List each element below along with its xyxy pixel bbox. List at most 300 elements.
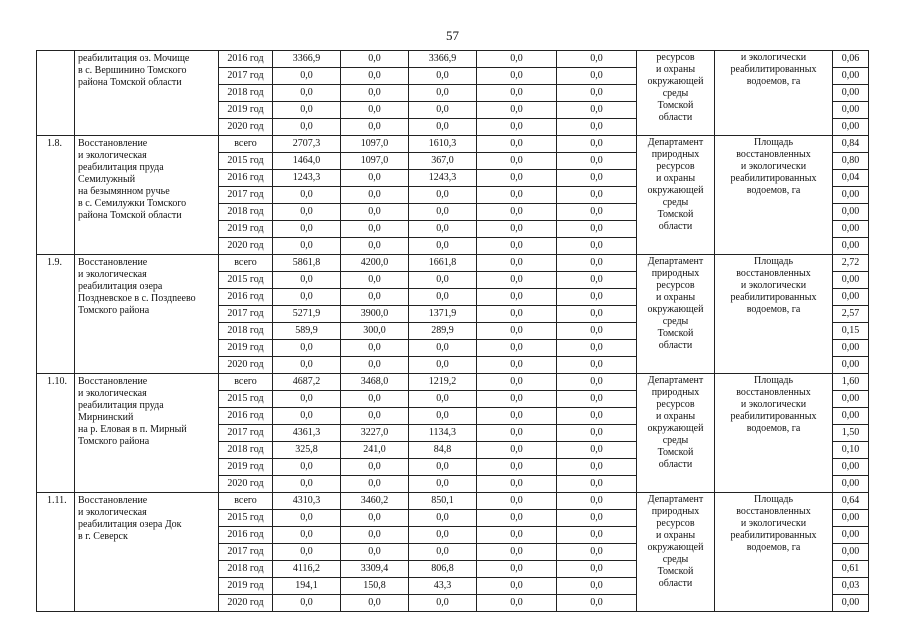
amount-cell: 0,0: [477, 476, 557, 493]
amount-cell: 0,0: [477, 255, 557, 272]
amount-cell: 0,0: [273, 476, 341, 493]
executor-line: ресурсов: [656, 280, 695, 291]
amount-cell: 0,0: [557, 442, 637, 459]
indicator-line: и экологически: [740, 280, 807, 291]
amount-cell: 0,0: [557, 221, 637, 238]
indicator-line: водоемов, га: [746, 185, 801, 196]
amount-cell: 0,0: [477, 442, 557, 459]
indicator-value-cell: 0,00: [833, 221, 869, 238]
indicator-cell: [715, 374, 833, 493]
period-cell: 2017 год: [219, 425, 273, 442]
period-cell: 2016 год: [219, 408, 273, 425]
indicator-value-cell: 0,00: [833, 527, 869, 544]
indicator-value-cell: 0,00: [833, 187, 869, 204]
indicator-line: и экологически: [740, 399, 807, 410]
program-table: [36, 50, 869, 612]
amount-cell: 0,0: [409, 544, 477, 561]
indicator-cell: [715, 51, 833, 136]
period-cell: 2019 год: [219, 340, 273, 357]
amount-cell: 0,0: [341, 187, 409, 204]
amount-cell: 0,0: [341, 357, 409, 374]
amount-cell: 0,0: [557, 306, 637, 323]
amount-cell: 0,0: [341, 408, 409, 425]
indicator-line: и экологически: [740, 52, 807, 63]
amount-cell: 0,0: [409, 187, 477, 204]
executor-line: среды: [662, 88, 689, 99]
amount-cell: 1610,3: [409, 136, 477, 153]
amount-cell: 0,0: [273, 221, 341, 238]
executor-cell: [637, 255, 715, 374]
amount-cell: 0,0: [557, 51, 637, 68]
executor-line: Департамент: [647, 137, 704, 148]
period-cell: 2016 год: [219, 527, 273, 544]
amount-cell: 0,0: [557, 408, 637, 425]
amount-cell: 0,0: [477, 425, 557, 442]
amount-cell: 0,0: [477, 408, 557, 425]
amount-cell: 0,0: [273, 289, 341, 306]
period-cell: 2020 год: [219, 119, 273, 136]
amount-cell: 0,0: [273, 272, 341, 289]
indicator-line: Площадь: [754, 137, 793, 148]
indicator-line: восстановленных: [736, 387, 811, 398]
amount-cell: 0,0: [557, 119, 637, 136]
period-cell: 2017 год: [219, 68, 273, 85]
measure-name-line: и экологическая: [78, 507, 147, 518]
period-cell: 2018 год: [219, 442, 273, 459]
executor-line: и охраны: [655, 292, 696, 303]
measure-name-line: и экологическая: [78, 269, 147, 280]
amount-cell: 0,0: [273, 102, 341, 119]
amount-cell: 3468,0: [341, 374, 409, 391]
period-cell: 2018 год: [219, 323, 273, 340]
indicator-value-cell: 0,06: [833, 51, 869, 68]
period-cell: всего: [219, 136, 273, 153]
period-cell: 2019 год: [219, 221, 273, 238]
amount-cell: 4687,2: [273, 374, 341, 391]
indicator-line: Площадь: [754, 256, 793, 267]
amount-cell: 0,0: [409, 476, 477, 493]
amount-cell: 0,0: [409, 391, 477, 408]
period-cell: 2015 год: [219, 391, 273, 408]
indicator-line: водоемов, га: [746, 304, 801, 315]
amount-cell: 0,0: [477, 119, 557, 136]
amount-cell: 1097,0: [341, 153, 409, 170]
amount-cell: 4116,2: [273, 561, 341, 578]
amount-cell: 0,0: [557, 578, 637, 595]
executor-line: ресурсов: [656, 399, 695, 410]
item-number-cell: 1.10.: [37, 374, 75, 493]
amount-cell: 0,0: [477, 340, 557, 357]
amount-cell: 0,0: [409, 459, 477, 476]
indicator-value-cell: 0,00: [833, 204, 869, 221]
indicator-value-cell: 0,00: [833, 391, 869, 408]
indicator-value-cell: 0,10: [833, 442, 869, 459]
period-cell: всего: [219, 255, 273, 272]
indicator-line: реабилитированных: [730, 292, 817, 303]
amount-cell: 806,8: [409, 561, 477, 578]
amount-cell: 367,0: [409, 153, 477, 170]
amount-cell: 0,0: [477, 170, 557, 187]
amount-cell: 0,0: [477, 493, 557, 510]
indicator-value-cell: 0,00: [833, 357, 869, 374]
amount-cell: 241,0: [341, 442, 409, 459]
amount-cell: 5271,9: [273, 306, 341, 323]
executor-line: ресурсов: [656, 518, 695, 529]
executor-line: области: [658, 459, 693, 470]
amount-cell: 0,0: [557, 187, 637, 204]
indicator-line: водоемов, га: [746, 76, 801, 87]
period-cell: 2017 год: [219, 544, 273, 561]
amount-cell: 0,0: [409, 85, 477, 102]
amount-cell: 0,0: [341, 204, 409, 221]
amount-cell: 0,0: [557, 357, 637, 374]
amount-cell: 3309,4: [341, 561, 409, 578]
table-row: [37, 493, 869, 510]
amount-cell: 0,0: [477, 68, 557, 85]
indicator-line: реабилитированных: [730, 64, 817, 75]
amount-cell: 0,0: [557, 493, 637, 510]
amount-cell: 0,0: [273, 391, 341, 408]
executor-line: области: [658, 221, 693, 232]
amount-cell: 0,0: [477, 238, 557, 255]
amount-cell: 0,0: [273, 527, 341, 544]
indicator-value-cell: 1,50: [833, 425, 869, 442]
period-cell: 2020 год: [219, 357, 273, 374]
amount-cell: 0,0: [409, 68, 477, 85]
indicator-value-cell: 0,00: [833, 238, 869, 255]
amount-cell: 0,0: [557, 136, 637, 153]
amount-cell: 1464,0: [273, 153, 341, 170]
amount-cell: 0,0: [557, 544, 637, 561]
indicator-line: водоемов, га: [746, 542, 801, 553]
amount-cell: 4361,3: [273, 425, 341, 442]
amount-cell: 0,0: [341, 459, 409, 476]
indicator-line: восстановленных: [736, 268, 811, 279]
amount-cell: 0,0: [477, 595, 557, 612]
amount-cell: 0,0: [341, 595, 409, 612]
table-row: [37, 136, 869, 153]
executor-line: Томской: [657, 328, 694, 339]
indicator-cell: [715, 136, 833, 255]
amount-cell: 150,8: [341, 578, 409, 595]
measure-name-line: Восстановление: [78, 257, 148, 268]
amount-cell: 0,0: [477, 459, 557, 476]
executor-line: и охраны: [655, 173, 696, 184]
period-cell: 2018 год: [219, 204, 273, 221]
executor-cell: [637, 493, 715, 612]
measure-name-line: в с. Семилужки Томского: [78, 198, 187, 209]
measure-name-line: Восстановление: [78, 138, 148, 149]
period-cell: всего: [219, 374, 273, 391]
indicator-value-cell: 2,72: [833, 255, 869, 272]
item-number-cell: 1.8.: [37, 136, 75, 255]
period-cell: 2020 год: [219, 595, 273, 612]
amount-cell: 0,0: [341, 170, 409, 187]
indicator-value-cell: 0,00: [833, 408, 869, 425]
amount-cell: 0,0: [273, 119, 341, 136]
indicator-line: реабилитированных: [730, 530, 817, 541]
indicator-value-cell: 0,00: [833, 68, 869, 85]
amount-cell: 0,0: [341, 476, 409, 493]
executor-line: природных: [651, 387, 700, 398]
amount-cell: 0,0: [557, 510, 637, 527]
executor-line: Томской: [657, 566, 694, 577]
amount-cell: 0,0: [557, 561, 637, 578]
executor-line: окружающей: [647, 423, 704, 434]
amount-cell: 0,0: [557, 459, 637, 476]
amount-cell: 4200,0: [341, 255, 409, 272]
executor-cell: [637, 51, 715, 136]
amount-cell: 0,0: [557, 204, 637, 221]
indicator-value-cell: 0,00: [833, 289, 869, 306]
measure-name-line: реабилитация оз. Мочище: [78, 53, 190, 64]
measure-name-line: Восстановление: [78, 376, 148, 387]
period-cell: 2019 год: [219, 459, 273, 476]
period-cell: 2020 год: [219, 238, 273, 255]
period-cell: всего: [219, 493, 273, 510]
indicator-value-cell: 0,15: [833, 323, 869, 340]
amount-cell: 0,0: [557, 238, 637, 255]
amount-cell: 0,0: [409, 119, 477, 136]
amount-cell: 3366,9: [273, 51, 341, 68]
measure-name-line: и экологическая: [78, 388, 147, 399]
amount-cell: 0,0: [273, 340, 341, 357]
executor-line: среды: [662, 435, 689, 446]
measure-name-line: реабилитация пруда: [78, 400, 164, 411]
executor-line: окружающей: [647, 185, 704, 196]
executor-line: области: [658, 340, 693, 351]
indicator-value-cell: 0,80: [833, 153, 869, 170]
amount-cell: 0,0: [341, 289, 409, 306]
amount-cell: 3227,0: [341, 425, 409, 442]
amount-cell: 0,0: [477, 510, 557, 527]
amount-cell: 0,0: [341, 527, 409, 544]
amount-cell: 0,0: [409, 238, 477, 255]
indicator-value-cell: 0,00: [833, 459, 869, 476]
amount-cell: 0,0: [477, 544, 557, 561]
amount-cell: 0,0: [409, 408, 477, 425]
amount-cell: 0,0: [477, 391, 557, 408]
measure-name-line: реабилитация озера Док: [78, 519, 182, 530]
amount-cell: 0,0: [477, 357, 557, 374]
amount-cell: 3900,0: [341, 306, 409, 323]
table-row: [37, 374, 869, 391]
executor-line: среды: [662, 316, 689, 327]
measure-name-line: реабилитация пруда: [78, 162, 164, 173]
item-number-cell: 1.11.: [37, 493, 75, 612]
amount-cell: 0,0: [273, 187, 341, 204]
amount-cell: 0,0: [557, 391, 637, 408]
indicator-value-cell: 0,61: [833, 561, 869, 578]
amount-cell: 0,0: [341, 238, 409, 255]
amount-cell: 1243,3: [273, 170, 341, 187]
measure-name-cell: [75, 374, 219, 493]
executor-line: окружающей: [647, 76, 704, 87]
amount-cell: 0,0: [273, 595, 341, 612]
amount-cell: 0,0: [557, 425, 637, 442]
amount-cell: 0,0: [477, 578, 557, 595]
amount-cell: 0,0: [557, 170, 637, 187]
amount-cell: 3460,2: [341, 493, 409, 510]
amount-cell: 0,0: [409, 510, 477, 527]
amount-cell: 0,0: [557, 68, 637, 85]
amount-cell: 0,0: [409, 272, 477, 289]
item-number-cell: [37, 51, 75, 136]
measure-name-cell: [75, 51, 219, 136]
amount-cell: 0,0: [557, 272, 637, 289]
executor-cell: [637, 136, 715, 255]
amount-cell: 0,0: [409, 204, 477, 221]
amount-cell: 0,0: [341, 340, 409, 357]
table-row: [37, 51, 869, 68]
amount-cell: 0,0: [409, 221, 477, 238]
indicator-line: и экологически: [740, 518, 807, 529]
period-cell: 2020 год: [219, 476, 273, 493]
indicator-value-cell: 0,64: [833, 493, 869, 510]
amount-cell: 0,0: [477, 153, 557, 170]
executor-line: окружающей: [647, 542, 704, 553]
executor-line: Департамент: [647, 256, 704, 267]
executor-line: области: [658, 112, 693, 123]
table-row: [37, 255, 869, 272]
amount-cell: 0,0: [341, 51, 409, 68]
indicator-value-cell: 1,60: [833, 374, 869, 391]
indicator-line: и экологически: [740, 161, 807, 172]
indicator-value-cell: 0,04: [833, 170, 869, 187]
amount-cell: 300,0: [341, 323, 409, 340]
executor-line: ресурсов: [656, 161, 695, 172]
amount-cell: 84,8: [409, 442, 477, 459]
amount-cell: 0,0: [477, 306, 557, 323]
amount-cell: 1219,2: [409, 374, 477, 391]
indicator-line: реабилитированных: [730, 411, 817, 422]
amount-cell: 0,0: [557, 323, 637, 340]
amount-cell: 0,0: [341, 68, 409, 85]
indicator-value-cell: 0,00: [833, 340, 869, 357]
executor-line: Департамент: [647, 494, 704, 505]
amount-cell: 0,0: [477, 374, 557, 391]
measure-name-cell: [75, 493, 219, 612]
amount-cell: 2707,3: [273, 136, 341, 153]
period-cell: 2016 год: [219, 170, 273, 187]
amount-cell: 0,0: [477, 51, 557, 68]
executor-line: окружающей: [647, 304, 704, 315]
amount-cell: 0,0: [557, 476, 637, 493]
indicator-cell: [715, 493, 833, 612]
amount-cell: 0,0: [409, 595, 477, 612]
executor-line: области: [658, 578, 693, 589]
amount-cell: 0,0: [273, 85, 341, 102]
measure-name-line: Мирнинский: [78, 412, 134, 423]
amount-cell: 1097,0: [341, 136, 409, 153]
measure-name-line: Поздневское в с. Поздneeво: [78, 293, 196, 304]
amount-cell: 0,0: [273, 459, 341, 476]
amount-cell: 0,0: [341, 510, 409, 527]
measure-name-line: Восстановление: [78, 495, 148, 506]
measure-name-line: и экологическая: [78, 150, 147, 161]
amount-cell: 0,0: [477, 204, 557, 221]
amount-cell: 1243,3: [409, 170, 477, 187]
amount-cell: 0,0: [273, 238, 341, 255]
amount-cell: 0,0: [477, 272, 557, 289]
indicator-value-cell: 0,00: [833, 119, 869, 136]
amount-cell: 0,0: [409, 289, 477, 306]
amount-cell: 0,0: [557, 102, 637, 119]
amount-cell: 289,9: [409, 323, 477, 340]
amount-cell: 0,0: [557, 595, 637, 612]
amount-cell: 0,0: [557, 374, 637, 391]
indicator-line: водоемов, га: [746, 423, 801, 434]
amount-cell: 1371,9: [409, 306, 477, 323]
period-cell: 2016 год: [219, 289, 273, 306]
measure-name-line: реабилитация озера: [78, 281, 163, 292]
amount-cell: 0,0: [477, 561, 557, 578]
period-cell: 2018 год: [219, 561, 273, 578]
amount-cell: 0,0: [477, 289, 557, 306]
amount-cell: 0,0: [341, 391, 409, 408]
executor-line: Томской: [657, 209, 694, 220]
amount-cell: 0,0: [341, 272, 409, 289]
amount-cell: 0,0: [273, 408, 341, 425]
measure-name-line: в г. Северск: [78, 531, 128, 542]
amount-cell: 0,0: [557, 153, 637, 170]
amount-cell: 0,0: [273, 544, 341, 561]
indicator-value-cell: 0,00: [833, 85, 869, 102]
amount-cell: 0,0: [341, 102, 409, 119]
indicator-value-cell: 0,00: [833, 595, 869, 612]
indicator-value-cell: 0,00: [833, 544, 869, 561]
amount-cell: 1661,8: [409, 255, 477, 272]
amount-cell: 0,0: [273, 510, 341, 527]
indicator-value-cell: 0,00: [833, 510, 869, 527]
executor-line: среды: [662, 197, 689, 208]
indicator-value-cell: 2,57: [833, 306, 869, 323]
period-cell: 2015 год: [219, 153, 273, 170]
amount-cell: 0,0: [341, 221, 409, 238]
measure-name-cell: [75, 136, 219, 255]
indicator-line: восстановленных: [736, 506, 811, 517]
amount-cell: 0,0: [557, 527, 637, 544]
measure-name-line: Томского района: [78, 305, 150, 316]
executor-cell: [637, 374, 715, 493]
amount-cell: 0,0: [477, 323, 557, 340]
amount-cell: 0,0: [557, 289, 637, 306]
amount-cell: 3366,9: [409, 51, 477, 68]
indicator-line: Площадь: [754, 375, 793, 386]
item-number-cell: 1.9.: [37, 255, 75, 374]
indicator-value-cell: 0,00: [833, 476, 869, 493]
executor-line: Томской: [657, 100, 694, 111]
amount-cell: 0,0: [409, 102, 477, 119]
period-cell: 2017 год: [219, 187, 273, 204]
amount-cell: 0,0: [273, 204, 341, 221]
measure-name-line: на р. Еловая в п. Мирный: [78, 424, 187, 435]
amount-cell: 0,0: [341, 85, 409, 102]
executor-line: природных: [651, 149, 700, 160]
amount-cell: 589,9: [273, 323, 341, 340]
period-cell: 2015 год: [219, 510, 273, 527]
amount-cell: 0,0: [341, 544, 409, 561]
amount-cell: 0,0: [557, 85, 637, 102]
period-cell: 2016 год: [219, 51, 273, 68]
period-cell: 2019 год: [219, 102, 273, 119]
amount-cell: 0,0: [409, 357, 477, 374]
amount-cell: 0,0: [477, 527, 557, 544]
amount-cell: 0,0: [341, 119, 409, 136]
amount-cell: 1134,3: [409, 425, 477, 442]
amount-cell: 0,0: [409, 527, 477, 544]
measure-name-cell: [75, 255, 219, 374]
